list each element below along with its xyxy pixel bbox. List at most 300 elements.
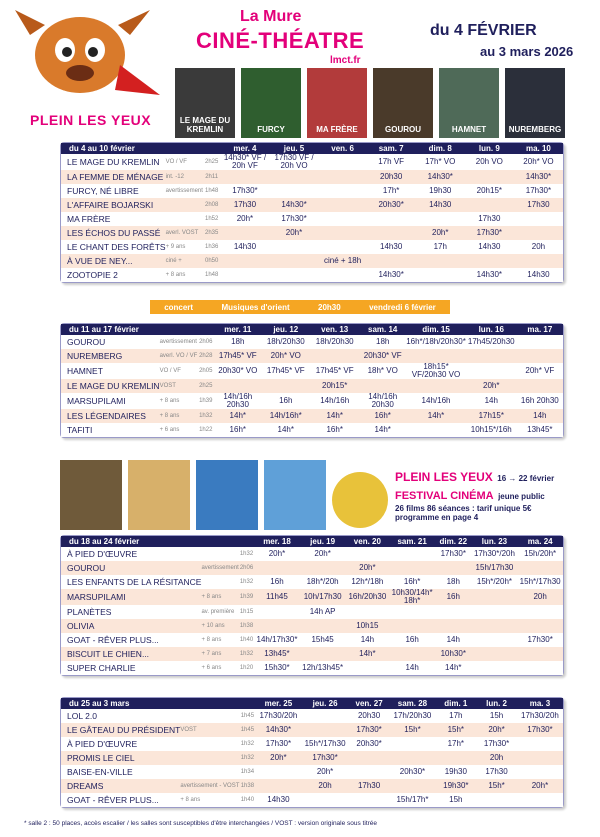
showtime-cell: 17h30* xyxy=(465,226,514,240)
showtime-cell xyxy=(514,254,563,268)
cinema-name: CINÉ-THÉATRE xyxy=(196,28,365,53)
movie-title[interactable]: GOUROU xyxy=(61,335,160,349)
showtime-cell: ciné + 18h xyxy=(319,254,367,268)
showtime-cell xyxy=(476,793,517,807)
movie-duration: 1h32 xyxy=(239,575,254,589)
movie-duration: 1h48 xyxy=(203,268,220,282)
showtime-cell: 14h30 xyxy=(220,240,269,254)
movie-note: avertissement xyxy=(166,184,203,198)
showtime-cell: 17h15* xyxy=(466,409,517,423)
showtime-cell: 16h xyxy=(254,575,300,589)
day-header: sam. 21 xyxy=(389,536,435,547)
movie-title[interactable]: LES LÉGENDAIRES xyxy=(61,409,160,423)
showtime-cell xyxy=(517,561,563,575)
showtime-cell: 16h/20h30 xyxy=(345,589,389,605)
showtime-cell: 14h30* xyxy=(255,723,301,737)
showtime-cell xyxy=(261,379,310,393)
showtime-cell xyxy=(389,547,435,561)
movie-row xyxy=(61,363,563,379)
showtime-cell xyxy=(220,226,269,240)
showtime-cell xyxy=(345,547,389,561)
showtime-cell: 20h* VO xyxy=(261,349,310,363)
movie-row xyxy=(61,737,563,751)
showtime-cell: 13h45* xyxy=(517,423,563,437)
showtime-cell xyxy=(255,779,301,793)
movie-title[interactable]: OLIVIA xyxy=(61,619,201,633)
movie-duration: 1h22 xyxy=(197,423,214,437)
showtime-cell: 10h15*/16h xyxy=(466,423,517,437)
showtime-cell: 20h30 xyxy=(349,709,390,723)
showtime-cell: 14h30 xyxy=(255,793,301,807)
showtime-cell: 14h/16h* xyxy=(261,409,310,423)
movie-duration: 1h39 xyxy=(239,589,254,605)
showtime-cell: 17h* VO xyxy=(416,154,465,170)
showtime-cell xyxy=(319,212,367,226)
showtime-cell: 20h30 xyxy=(367,170,416,184)
showtime-cell: 20h* xyxy=(466,379,517,393)
movie-note: + 10 ans xyxy=(201,619,238,633)
movie-note: int. -12 xyxy=(166,170,203,184)
showtime-cell: 14h/17h30* xyxy=(254,633,300,647)
movie-row xyxy=(61,393,563,409)
showtime-cell xyxy=(435,619,472,633)
festival-subtitle: FESTIVAL CINÉMA xyxy=(395,490,494,502)
showtime-cell: 20h* xyxy=(301,765,348,779)
showtime-cell xyxy=(416,254,465,268)
showtime-cell: 15h30* xyxy=(254,661,300,675)
movie-title[interactable]: L'AFFAIRE BOJARSKI xyxy=(61,198,166,212)
movie-row xyxy=(61,335,563,349)
movie-title[interactable]: LES ENFANTS DE LA RÉSITANCE xyxy=(61,575,201,589)
showtime-cell xyxy=(254,605,300,619)
movie-note: + 6 ans xyxy=(160,423,198,437)
day-header: ven. 6 xyxy=(319,143,367,154)
showtime-cell xyxy=(220,170,269,184)
movie-title[interactable]: DREAMS xyxy=(61,779,180,793)
movie-row xyxy=(61,793,563,807)
showtime-cell: 20h xyxy=(514,240,563,254)
movie-note: + 8 ans xyxy=(166,268,203,282)
showtime-cell: 20h* xyxy=(476,723,517,737)
showtime-cell: 18h xyxy=(435,575,472,589)
movie-title[interactable]: TAFITI xyxy=(61,423,160,437)
movie-title[interactable]: À PIED D'ŒUVRE xyxy=(61,737,180,751)
showtime-cell xyxy=(301,793,348,807)
festival-info xyxy=(395,468,554,522)
movie-row xyxy=(61,423,563,437)
showtime-cell: 14h30* xyxy=(514,170,563,184)
showtime-cell xyxy=(472,633,518,647)
showtime-cell: 17h30/20h xyxy=(255,709,301,723)
day-header: jeu. 12 xyxy=(261,324,310,335)
showtime-cell: 20h* xyxy=(220,212,269,226)
showtime-cell: 16h* xyxy=(389,575,435,589)
movie-row xyxy=(61,779,563,793)
showtime-cell: 14h xyxy=(389,661,435,675)
showtime-cell: 20h15* xyxy=(465,184,514,198)
day-header: lun. 23 xyxy=(472,536,518,547)
city-name: La Mure xyxy=(240,8,302,25)
showtime-cell: 16h xyxy=(389,633,435,647)
concert-label: concert xyxy=(164,302,194,312)
movie-row xyxy=(61,254,563,268)
showtime-cell: 15h/17h30 xyxy=(472,561,518,575)
day-header: dim. 22 xyxy=(435,536,472,547)
showtime-cell xyxy=(319,240,367,254)
showtime-cell xyxy=(466,363,517,379)
showtime-cell xyxy=(319,226,367,240)
movie-note: VOST xyxy=(180,723,239,737)
week-2-schedule xyxy=(60,323,564,438)
showtime-cell xyxy=(319,154,367,170)
movie-row xyxy=(61,170,563,184)
showtime-cell: 10h/17h30 xyxy=(300,589,346,605)
showtime-cell: 20h30* xyxy=(349,737,390,751)
movie-row xyxy=(61,561,563,575)
showtime-cell: 15h/20h* xyxy=(517,547,563,561)
movie-title[interactable]: HAMNET xyxy=(61,363,160,379)
movie-duration: 1h39 xyxy=(197,393,214,409)
movie-title[interactable]: PLANÈTES xyxy=(61,605,201,619)
movie-title[interactable]: LE MAGE DU KREMLIN xyxy=(61,379,160,393)
showtime-cell: 20h* xyxy=(254,547,300,561)
week-3-schedule xyxy=(60,535,564,676)
movie-row xyxy=(61,709,563,723)
showtime-cell: 14h30* xyxy=(465,268,514,282)
movie-duration: 1h20 xyxy=(239,661,254,675)
concert-time: 20h30 xyxy=(318,302,341,312)
movie-note: VO / VF xyxy=(160,363,198,379)
showtime-cell xyxy=(517,349,563,363)
showtime-cell: 14h/16h xyxy=(406,393,466,409)
movie-row xyxy=(61,589,563,605)
movie-row xyxy=(61,661,563,675)
showtime-cell: 14h30 xyxy=(465,240,514,254)
showtime-cell xyxy=(220,254,269,268)
movie-note: + 8 ans xyxy=(160,393,198,409)
showtime-cell: 17h30* xyxy=(220,184,269,198)
movie-duration: 2h06 xyxy=(197,335,214,349)
showtime-cell: 14h xyxy=(435,633,472,647)
movie-title[interactable]: NUREMBERG xyxy=(61,349,160,363)
festival-poster-strip xyxy=(60,460,390,530)
showtime-cell xyxy=(269,184,318,198)
movie-row xyxy=(61,751,563,765)
showtime-cell: 17h30* xyxy=(517,633,563,647)
movie-title[interactable]: MA FRÈRE xyxy=(61,212,166,226)
festival-pricing: 26 films 86 séances : tarif unique 5€ xyxy=(395,504,532,513)
showtime-cell: 20h* xyxy=(345,561,389,575)
movie-note: VOST xyxy=(160,379,198,393)
festival-public: jeune public xyxy=(498,492,545,501)
showtime-cell: 14h* xyxy=(359,423,406,437)
movie-note xyxy=(180,751,239,765)
showtime-cell xyxy=(319,268,367,282)
showtime-cell: 16h 20h30 xyxy=(517,393,563,409)
movie-duration: 2h08 xyxy=(203,198,220,212)
movie-duration: 1h40 xyxy=(239,793,255,807)
showtime-cell xyxy=(254,561,300,575)
day-header: sam. 28 xyxy=(389,698,435,709)
showtime-cell xyxy=(435,751,476,765)
movie-duration: 2h28 xyxy=(197,349,214,363)
movie-note: + 8 ans xyxy=(180,793,239,807)
showtime-cell: 17h45/20h30 xyxy=(466,335,517,349)
movie-poster: NUREMBERG xyxy=(505,68,565,138)
showtime-cell: 14h* xyxy=(214,409,261,423)
showtime-cell: 14h30 xyxy=(367,240,416,254)
showtime-cell: 17h30* xyxy=(435,547,472,561)
showtime-cell: 11h45 xyxy=(254,589,300,605)
showtime-cell xyxy=(466,349,517,363)
showtime-cell xyxy=(517,379,563,393)
movie-title[interactable]: LE GÂTEAU DU PRÉSIDENT xyxy=(61,723,180,737)
movie-row xyxy=(61,212,563,226)
showtime-cell: 17h/20h30 xyxy=(389,709,435,723)
showtime-cell: 17h30 VF / 20h VO xyxy=(269,154,318,170)
showtime-cell: 10h30* xyxy=(435,647,472,661)
movie-title[interactable]: À VUE DE NEY... xyxy=(61,254,166,268)
showtime-cell: 17h30* xyxy=(269,212,318,226)
period-end: au 3 mars 2026 xyxy=(480,44,574,59)
movie-row xyxy=(61,240,563,254)
showtime-cell: 19h30 xyxy=(416,184,465,198)
showtime-cell: 14h/16h xyxy=(310,393,359,409)
showtime-cell: 14h xyxy=(466,393,517,409)
movie-title[interactable]: LE MAGE DU KREMLIN xyxy=(61,154,166,170)
showtime-cell: 20h30* VF xyxy=(359,349,406,363)
day-header: ma. 24 xyxy=(517,536,563,547)
showtime-cell xyxy=(319,198,367,212)
showtime-cell xyxy=(319,184,367,198)
movie-title[interactable]: LOL 2.0 xyxy=(61,709,180,723)
movie-row xyxy=(61,349,563,363)
movie-title[interactable]: À PIED D'ŒUVRE xyxy=(61,547,201,561)
showtime-cell xyxy=(472,605,518,619)
showtime-cell xyxy=(300,561,346,575)
movie-duration: 1h15 xyxy=(239,605,254,619)
day-header: jeu. 5 xyxy=(269,143,318,154)
showtime-cell: 17h* xyxy=(367,184,416,198)
showtime-cell xyxy=(517,661,563,675)
showtime-cell xyxy=(349,765,390,779)
showtime-cell: 15h* xyxy=(435,723,476,737)
movie-note: + 9 ans xyxy=(166,240,203,254)
movie-row xyxy=(61,765,563,779)
showtime-cell xyxy=(349,751,390,765)
concert-banner xyxy=(150,300,450,314)
showtime-cell xyxy=(349,793,390,807)
movie-row xyxy=(61,198,563,212)
day-header: mer. 11 xyxy=(214,324,261,335)
showtime-cell xyxy=(435,605,472,619)
showtime-cell xyxy=(406,379,466,393)
showtime-cell: 20h* xyxy=(269,226,318,240)
mascot-dog-icon xyxy=(10,5,160,105)
showtime-cell xyxy=(269,170,318,184)
movie-title[interactable]: BAISE-EN-VILLE xyxy=(61,765,180,779)
movie-title[interactable]: MARSUPILAMI xyxy=(61,393,160,409)
header xyxy=(0,0,600,140)
showtime-cell xyxy=(367,254,416,268)
showtime-cell: 18h xyxy=(214,335,261,349)
concert-name: Musiques d'orient xyxy=(221,302,290,312)
showtime-cell xyxy=(367,226,416,240)
showtime-cell: 17h* xyxy=(435,737,476,751)
showtime-cell: 17h30* xyxy=(349,723,390,737)
day-header: lun. 16 xyxy=(466,324,517,335)
showtime-cell: 16h xyxy=(435,589,472,605)
day-header: ma. 17 xyxy=(517,324,563,335)
week-1-schedule xyxy=(60,142,564,283)
showtime-cell: 20h* VF xyxy=(517,363,563,379)
concert-date: vendredi 6 février xyxy=(369,302,436,312)
showtime-cell: 15h* xyxy=(389,723,435,737)
showtime-cell: 14h30* xyxy=(367,268,416,282)
movie-title[interactable]: PROMIS LE CIEL xyxy=(61,751,180,765)
movie-title[interactable]: ZOOTOPIE 2 xyxy=(61,268,166,282)
movie-title[interactable]: LE CHANT DES FORÊTS xyxy=(61,240,166,254)
movie-duration: 2h06 xyxy=(239,561,254,575)
showtime-cell xyxy=(416,268,465,282)
showtime-cell xyxy=(517,751,563,765)
movie-title[interactable]: BISCUIT LE CHIEN... xyxy=(61,647,201,661)
showtime-cell xyxy=(517,647,563,661)
showtime-cell xyxy=(345,661,389,675)
showtime-cell: 10h15 xyxy=(345,619,389,633)
movie-title[interactable]: GOUROU xyxy=(61,561,201,575)
movie-duration: 0h50 xyxy=(203,254,220,268)
showtime-cell: 20h30* VO xyxy=(214,363,261,379)
showtime-cell xyxy=(319,170,367,184)
showtime-cell: 20h xyxy=(517,589,563,605)
movie-row xyxy=(61,184,563,198)
movie-note xyxy=(201,547,238,561)
showtime-cell: 17h30 xyxy=(465,212,514,226)
showtime-cell: 18h xyxy=(359,335,406,349)
day-header: dim. 8 xyxy=(416,143,465,154)
day-header: sam. 14 xyxy=(359,324,406,335)
showtime-cell: 14h xyxy=(345,633,389,647)
showtime-cell: 16h* xyxy=(359,409,406,423)
festival-title: PLEIN LES YEUX xyxy=(395,470,493,484)
showtime-cell xyxy=(517,765,563,779)
movie-duration: 2h11 xyxy=(203,170,220,184)
showtime-cell: 10h30/14h* 18h* xyxy=(389,589,435,605)
showtime-cell xyxy=(389,779,435,793)
showtime-cell: 17h30 xyxy=(220,198,269,212)
movie-title[interactable]: GOAT - RÊVER PLUS... xyxy=(61,633,201,647)
period-start: du 4 FÉVRIER xyxy=(430,22,537,39)
showtime-cell: 15h*/17h30 xyxy=(301,737,348,751)
movie-note: + 8 ans xyxy=(201,633,238,647)
showtime-cell: 17h30* xyxy=(514,184,563,198)
showtime-cell: 12h*/18h xyxy=(345,575,389,589)
showtime-cell: 15h*/17h30 xyxy=(517,575,563,589)
showtime-cell: 14h* xyxy=(435,661,472,675)
movie-note: av. première xyxy=(201,605,238,619)
movie-duration: 1h32 xyxy=(239,751,255,765)
showtime-cell: 17h30* xyxy=(517,723,563,737)
showtime-cell: 16h* xyxy=(310,423,359,437)
showtime-cell: 14h* xyxy=(310,409,359,423)
movie-duration: 1h32 xyxy=(239,547,254,561)
day-header: jeu. 19 xyxy=(300,536,346,547)
movie-note xyxy=(180,765,239,779)
showtime-cell xyxy=(435,561,472,575)
movie-note xyxy=(180,709,239,723)
movie-note: + 8 ans xyxy=(160,409,198,423)
movie-title[interactable]: FURCY, NÉ LIBRE xyxy=(61,184,166,198)
showtime-cell: 18h*/20h xyxy=(300,575,346,589)
showtime-cell xyxy=(359,379,406,393)
day-header: ven. 20 xyxy=(345,536,389,547)
movie-row xyxy=(61,379,563,393)
showtime-cell xyxy=(389,737,435,751)
showtime-cell: 18h15* VF/20h30 VO xyxy=(406,363,466,379)
showtime-cell xyxy=(517,793,563,807)
movie-title[interactable]: MARSUPILAMI xyxy=(61,589,201,605)
showtime-cell xyxy=(465,170,514,184)
showtime-cell: 17h xyxy=(435,709,476,723)
movie-duration: 2h25 xyxy=(203,154,220,170)
showtime-cell: 17h xyxy=(416,240,465,254)
movie-row xyxy=(61,575,563,589)
showtime-cell xyxy=(517,605,563,619)
showtime-cell: 17h45* VF xyxy=(261,363,310,379)
showtime-cell: 17h30* xyxy=(476,737,517,751)
showtime-cell: 20h* xyxy=(255,751,301,765)
day-header: ven. 27 xyxy=(349,698,390,709)
movie-title[interactable]: SUPER CHARLIE xyxy=(61,661,201,675)
showtime-cell: 12h/13h45* xyxy=(300,661,346,675)
movie-note: avertissement xyxy=(201,561,238,575)
showtime-cell xyxy=(389,561,435,575)
movie-note: ciné + xyxy=(166,254,203,268)
day-header: mer. 4 xyxy=(220,143,269,154)
movie-duration: 1h32 xyxy=(239,647,254,661)
festival-range: 16 → 22 février xyxy=(497,474,555,483)
showtime-cell: 16h xyxy=(261,393,310,409)
showtime-cell xyxy=(269,268,318,282)
website-link[interactable]: lmct.fr xyxy=(330,55,361,66)
showtime-cell xyxy=(345,605,389,619)
showtime-cell xyxy=(517,335,563,349)
showtime-cell xyxy=(301,709,348,723)
showtime-cell: 13h45* xyxy=(254,647,300,661)
showtime-cell xyxy=(472,589,518,605)
showtime-cell: 14h xyxy=(517,409,563,423)
movie-title[interactable]: LES ÉCHOS DU PASSÉ xyxy=(61,226,166,240)
movie-note: avertissement - VOST xyxy=(180,779,239,793)
showtime-cell: 17h30* xyxy=(301,751,348,765)
movie-title[interactable]: LA FEMME DE MÉNAGE xyxy=(61,170,166,184)
showtime-cell xyxy=(301,723,348,737)
movie-duration: 1h45 xyxy=(239,723,255,737)
movie-title[interactable]: GOAT - RÊVER PLUS... xyxy=(61,793,180,807)
movie-duration: 1h32 xyxy=(197,409,214,423)
showtime-cell xyxy=(472,619,518,633)
week-label: du 11 au 17 février xyxy=(61,324,214,335)
showtime-cell: 19h30 xyxy=(435,765,476,779)
showtime-cell: 20h xyxy=(301,779,348,793)
showtime-cell: 14h* xyxy=(406,409,466,423)
showtime-cell xyxy=(269,240,318,254)
movie-row xyxy=(61,605,563,619)
movie-duration: 1h52 xyxy=(203,212,220,226)
movie-duration: 1h36 xyxy=(203,240,220,254)
showtime-cell: 14h30 xyxy=(514,268,563,282)
